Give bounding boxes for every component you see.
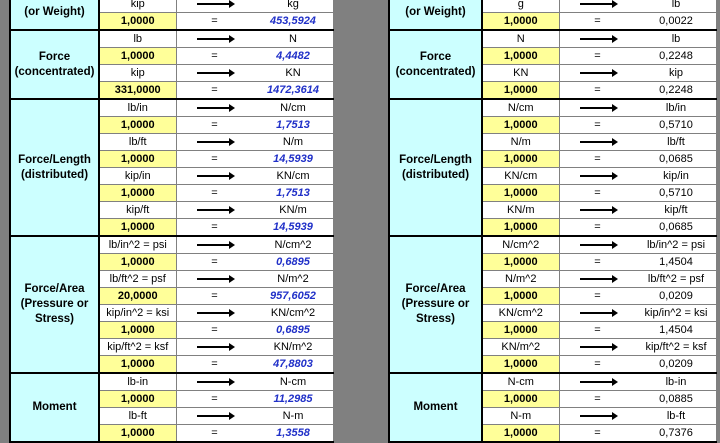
unit-row bbox=[10, 373, 333, 391]
result-value-cell: 1,7513 bbox=[253, 185, 333, 202]
input-value-cell[interactable]: 1,0000 bbox=[99, 13, 176, 31]
arrow-right-icon bbox=[197, 346, 233, 348]
arrow-right-icon bbox=[580, 244, 616, 246]
arrow-right-icon bbox=[197, 3, 233, 5]
result-value-cell: 0,6895 bbox=[253, 254, 333, 271]
equals-sign: = bbox=[559, 425, 636, 443]
equals-sign: = bbox=[559, 185, 636, 202]
to-unit-label: lb/in^2 = psi bbox=[636, 236, 716, 254]
to-unit-label: lb-in bbox=[636, 373, 716, 391]
arrow-right-icon bbox=[197, 175, 233, 177]
result-value-cell: 1,3558 bbox=[253, 425, 333, 443]
to-unit-label: N/m^2 bbox=[253, 271, 333, 288]
from-unit-label: KN/cm^2 bbox=[482, 305, 559, 322]
to-unit-label: N-m bbox=[253, 408, 333, 425]
equals-sign: = bbox=[559, 151, 636, 168]
input-value-cell[interactable]: 20,0000 bbox=[99, 288, 176, 305]
to-unit-label: KN/m bbox=[253, 202, 333, 219]
equals-sign: = bbox=[559, 356, 636, 374]
input-value-cell[interactable]: 1,0000 bbox=[99, 185, 176, 202]
category-label-force-length-distributed: Force/Length (distributed) bbox=[10, 99, 99, 236]
equals-sign: = bbox=[176, 82, 253, 100]
equals-sign: = bbox=[176, 391, 253, 408]
result-value-cell: 4,4482 bbox=[253, 48, 333, 65]
result-value-cell: 0,5710 bbox=[636, 117, 716, 134]
unit-row bbox=[389, 30, 716, 48]
equals-sign: = bbox=[559, 391, 636, 408]
to-unit-label: kg bbox=[253, 0, 333, 13]
equals-sign: = bbox=[559, 82, 636, 100]
from-unit-label: kip bbox=[99, 0, 176, 13]
from-unit-label: lb/in^2 = psi bbox=[99, 236, 176, 254]
input-value-cell[interactable]: 1,0000 bbox=[99, 48, 176, 65]
category-label-force-concentrated: Force (concentrated) bbox=[389, 30, 482, 99]
from-unit-label: kip/ft^2 = ksf bbox=[99, 339, 176, 356]
arrow-right-icon bbox=[176, 373, 253, 391]
equals-sign: = bbox=[176, 117, 253, 134]
arrow-right-icon bbox=[559, 236, 636, 254]
result-value-cell: 0,0209 bbox=[636, 288, 716, 305]
arrow-right-icon bbox=[176, 0, 253, 13]
to-unit-label: KN/m^2 bbox=[253, 339, 333, 356]
from-unit-label: lb-in bbox=[99, 373, 176, 391]
from-unit-label: lb bbox=[99, 30, 176, 48]
result-value-cell: 11,2985 bbox=[253, 391, 333, 408]
result-value-cell: 453,5924 bbox=[253, 13, 333, 31]
to-unit-label: KN/cm^2 bbox=[253, 305, 333, 322]
input-value-cell[interactable]: 1,0000 bbox=[99, 356, 176, 374]
to-unit-label: N-cm bbox=[253, 373, 333, 391]
arrow-right-icon bbox=[197, 107, 233, 109]
arrow-right-icon bbox=[197, 312, 233, 314]
input-value-cell[interactable]: 1,0000 bbox=[482, 254, 559, 271]
arrow-right-icon bbox=[580, 38, 616, 40]
result-value-cell: 0,0022 bbox=[636, 13, 716, 31]
input-value-cell[interactable]: 1,0000 bbox=[99, 425, 176, 443]
right-conversion-panel bbox=[388, 0, 715, 443]
input-value-cell[interactable]: 1,0000 bbox=[99, 219, 176, 237]
input-value-cell[interactable]: 1,0000 bbox=[482, 82, 559, 100]
equals-sign: = bbox=[176, 185, 253, 202]
arrow-right-icon bbox=[580, 209, 616, 211]
input-value-cell[interactable]: 1,0000 bbox=[99, 151, 176, 168]
arrow-right-icon bbox=[197, 141, 233, 143]
from-unit-label: N/m^2 bbox=[482, 271, 559, 288]
equals-sign: = bbox=[176, 288, 253, 305]
from-unit-label: N bbox=[482, 30, 559, 48]
equals-sign: = bbox=[176, 13, 253, 31]
category-label-force-concentrated: Force (concentrated) bbox=[10, 30, 99, 99]
result-value-cell: 957,6052 bbox=[253, 288, 333, 305]
result-value-cell: 0,0685 bbox=[636, 151, 716, 168]
arrow-right-icon bbox=[559, 0, 636, 13]
category-label-force-area-pressure-or-stress: Force/Area (Pressure or Stress) bbox=[389, 236, 482, 373]
result-value-cell: 1,4504 bbox=[636, 254, 716, 271]
arrow-right-icon bbox=[176, 305, 253, 322]
from-unit-label: N-cm bbox=[482, 373, 559, 391]
result-value-cell: 0,2248 bbox=[636, 82, 716, 100]
equals-sign: = bbox=[559, 322, 636, 339]
input-value-cell[interactable]: 1,0000 bbox=[482, 356, 559, 374]
arrow-right-icon bbox=[176, 30, 253, 48]
arrow-right-icon bbox=[197, 381, 233, 383]
input-value-cell[interactable]: 1,0000 bbox=[482, 117, 559, 134]
from-unit-label: KN/cm bbox=[482, 168, 559, 185]
result-value-cell: 14,5939 bbox=[253, 151, 333, 168]
input-value-cell[interactable]: 1,0000 bbox=[482, 151, 559, 168]
arrow-right-icon bbox=[580, 346, 616, 348]
to-unit-label: kip/ft^2 = ksf bbox=[636, 339, 716, 356]
category-label-force-area-pressure-or-stress: Force/Area (Pressure or Stress) bbox=[10, 236, 99, 373]
from-unit-label: KN/m^2 bbox=[482, 339, 559, 356]
result-value-cell: 1,4504 bbox=[636, 322, 716, 339]
to-unit-label: N/cm bbox=[253, 99, 333, 117]
from-unit-label: KN/m bbox=[482, 202, 559, 219]
left-conversion-table bbox=[9, 0, 334, 443]
input-value-cell[interactable]: 1,0000 bbox=[482, 219, 559, 237]
right-conversion-table bbox=[388, 0, 717, 443]
from-unit-label: kip/ft bbox=[99, 202, 176, 219]
unit-row bbox=[10, 99, 333, 117]
result-value-cell: 1,7513 bbox=[253, 117, 333, 134]
result-value-cell: 0,0885 bbox=[636, 391, 716, 408]
result-value-cell: 0,0209 bbox=[636, 356, 716, 374]
arrow-right-icon bbox=[197, 72, 233, 74]
input-value-cell[interactable]: 1,0000 bbox=[99, 254, 176, 271]
result-value-cell: 47,8803 bbox=[253, 356, 333, 374]
arrow-right-icon bbox=[197, 209, 233, 211]
equals-sign: = bbox=[559, 219, 636, 237]
input-value-cell[interactable]: 1,0000 bbox=[482, 48, 559, 65]
to-unit-label: lb/in bbox=[636, 99, 716, 117]
from-unit-label: lb/ft bbox=[99, 134, 176, 151]
equals-sign: = bbox=[176, 254, 253, 271]
equals-sign: = bbox=[176, 356, 253, 374]
equals-sign: = bbox=[559, 48, 636, 65]
arrow-right-icon bbox=[580, 3, 616, 5]
unit-row bbox=[10, 0, 333, 13]
to-unit-label: N bbox=[253, 30, 333, 48]
input-value-cell[interactable]: 1,0000 bbox=[482, 185, 559, 202]
input-value-cell[interactable]: 331,0000 bbox=[99, 82, 176, 100]
arrow-right-icon bbox=[580, 175, 616, 177]
from-unit-label: KN bbox=[482, 65, 559, 82]
arrow-right-icon bbox=[580, 278, 616, 280]
from-unit-label: lb/ft^2 = psf bbox=[99, 271, 176, 288]
arrow-right-icon bbox=[197, 244, 233, 246]
equals-sign: = bbox=[176, 219, 253, 237]
result-value-cell: 0,7376 bbox=[636, 425, 716, 443]
category-label-or-weight: (or Weight) bbox=[389, 0, 482, 30]
arrow-right-icon bbox=[176, 202, 253, 219]
left-conversion-panel bbox=[9, 0, 332, 443]
arrow-right-icon bbox=[559, 305, 636, 322]
arrow-right-icon bbox=[176, 408, 253, 425]
to-unit-label: N/cm^2 bbox=[253, 236, 333, 254]
unit-row bbox=[389, 236, 716, 254]
arrow-right-icon bbox=[197, 38, 233, 40]
equals-sign: = bbox=[559, 288, 636, 305]
arrow-right-icon bbox=[176, 168, 253, 185]
arrow-right-icon bbox=[580, 72, 616, 74]
from-unit-label: kip/in^2 = ksi bbox=[99, 305, 176, 322]
to-unit-label: lb-ft bbox=[636, 408, 716, 425]
arrow-right-icon bbox=[580, 312, 616, 314]
input-value-cell[interactable]: 1,0000 bbox=[482, 288, 559, 305]
arrow-right-icon bbox=[559, 30, 636, 48]
to-unit-label: N/m bbox=[253, 134, 333, 151]
to-unit-label: lb/ft bbox=[636, 134, 716, 151]
to-unit-label: kip/in bbox=[636, 168, 716, 185]
result-value-cell: 0,2248 bbox=[636, 48, 716, 65]
equals-sign: = bbox=[559, 254, 636, 271]
unit-row bbox=[10, 30, 333, 48]
from-unit-label: N-m bbox=[482, 408, 559, 425]
equals-sign: = bbox=[176, 151, 253, 168]
category-label-moment: Moment bbox=[10, 373, 99, 442]
from-unit-label: N/m bbox=[482, 134, 559, 151]
input-value-cell[interactable]: 1,0000 bbox=[482, 391, 559, 408]
arrow-right-icon bbox=[580, 415, 616, 417]
arrow-right-icon bbox=[176, 65, 253, 82]
arrow-right-icon bbox=[176, 339, 253, 356]
result-value-cell: 0,5710 bbox=[636, 185, 716, 202]
category-label-moment: Moment bbox=[389, 373, 482, 442]
from-unit-label: lb-ft bbox=[99, 408, 176, 425]
to-unit-label: kip bbox=[636, 65, 716, 82]
unit-row bbox=[389, 0, 716, 13]
equals-sign: = bbox=[176, 48, 253, 65]
to-unit-label: lb/ft^2 = psf bbox=[636, 271, 716, 288]
input-value-cell[interactable]: 1,0000 bbox=[482, 425, 559, 443]
to-unit-label: KN/cm bbox=[253, 168, 333, 185]
from-unit-label: N/cm^2 bbox=[482, 236, 559, 254]
input-value-cell[interactable]: 1,0000 bbox=[482, 13, 559, 31]
equals-sign: = bbox=[176, 425, 253, 443]
input-value-cell[interactable]: 1,0000 bbox=[99, 117, 176, 134]
arrow-right-icon bbox=[559, 202, 636, 219]
arrow-right-icon bbox=[559, 134, 636, 151]
result-value-cell: 0,0685 bbox=[636, 219, 716, 237]
arrow-right-icon bbox=[580, 107, 616, 109]
result-value-cell: 1472,3614 bbox=[253, 82, 333, 100]
from-unit-label: kip bbox=[99, 65, 176, 82]
arrow-right-icon bbox=[559, 65, 636, 82]
result-value-cell: 14,5939 bbox=[253, 219, 333, 237]
from-unit-label: g bbox=[482, 0, 559, 13]
arrow-right-icon bbox=[176, 271, 253, 288]
arrow-right-icon bbox=[197, 278, 233, 280]
arrow-right-icon bbox=[197, 415, 233, 417]
input-value-cell[interactable]: 1,0000 bbox=[99, 322, 176, 339]
to-unit-label: kip/ft bbox=[636, 202, 716, 219]
arrow-right-icon bbox=[559, 339, 636, 356]
arrow-right-icon bbox=[176, 134, 253, 151]
equals-sign: = bbox=[559, 117, 636, 134]
arrow-right-icon bbox=[559, 168, 636, 185]
input-value-cell[interactable]: 1,0000 bbox=[99, 391, 176, 408]
from-unit-label: lb/in bbox=[99, 99, 176, 117]
input-value-cell[interactable]: 1,0000 bbox=[482, 322, 559, 339]
arrow-right-icon bbox=[580, 141, 616, 143]
to-unit-label: lb bbox=[636, 0, 716, 13]
unit-row bbox=[10, 236, 333, 254]
arrow-right-icon bbox=[176, 99, 253, 117]
to-unit-label: lb bbox=[636, 30, 716, 48]
unit-row bbox=[389, 99, 716, 117]
equals-sign: = bbox=[176, 322, 253, 339]
arrow-right-icon bbox=[559, 99, 636, 117]
arrow-right-icon bbox=[559, 373, 636, 391]
from-unit-label: N/cm bbox=[482, 99, 559, 117]
to-unit-label: KN bbox=[253, 65, 333, 82]
from-unit-label: kip/in bbox=[99, 168, 176, 185]
unit-row bbox=[389, 373, 716, 391]
arrow-right-icon bbox=[580, 381, 616, 383]
arrow-right-icon bbox=[559, 408, 636, 425]
category-label-or-weight: (or Weight) bbox=[10, 0, 99, 30]
category-label-force-length-distributed: Force/Length (distributed) bbox=[389, 99, 482, 236]
arrow-right-icon bbox=[176, 236, 253, 254]
to-unit-label: kip/in^2 = ksi bbox=[636, 305, 716, 322]
result-value-cell: 0,6895 bbox=[253, 322, 333, 339]
equals-sign: = bbox=[559, 13, 636, 31]
arrow-right-icon bbox=[559, 271, 636, 288]
